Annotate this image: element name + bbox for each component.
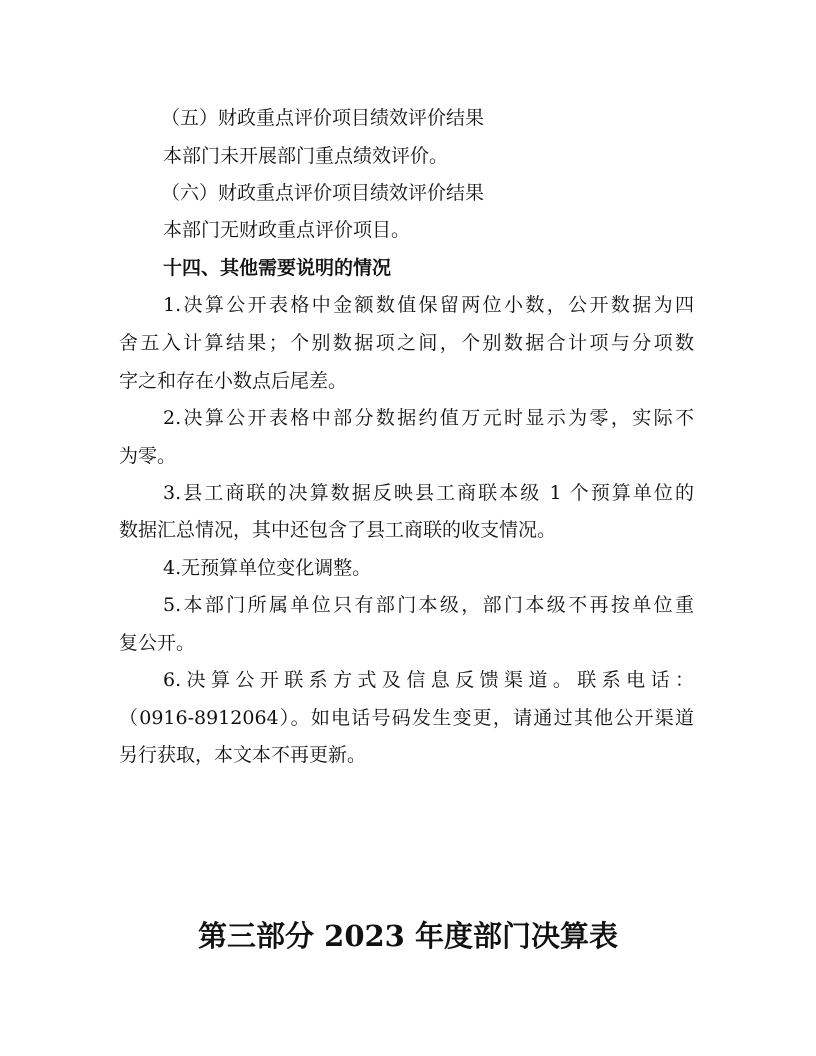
section-six-body: 本部门无财政重点评价项目。 [163, 219, 411, 241]
item-2-line-2: 为零。 [119, 445, 177, 467]
item-2-line-1: 2.决算公开表格中部分数据约值万元时显示为零，实际不 [163, 407, 694, 429]
section-six-heading: （六）财政重点评价项目绩效评价结果 [161, 182, 485, 204]
item-3-line-1: 3.县工商联的决算数据反映县工商联本级 1 个预算单位的 [163, 482, 694, 504]
item-5-line-1: 5.本部门所属单位只有部门本级，部门本级不再按单位重 [163, 594, 694, 616]
item-1-line-2: 舍五入计算结果；个别数据项之间，个别数据合计项与分项数 [119, 332, 694, 354]
section-five-heading: （五）财政重点评价项目绩效评价结果 [161, 107, 485, 129]
item-1-line-1: 1.决算公开表格中金额数值保留两位小数，公开数据为四 [163, 294, 694, 316]
item-5-line-2: 复公开。 [119, 632, 196, 654]
item-6-line-3: 另行获取，本文本不再更新。 [119, 744, 367, 766]
item-1-line-3: 字之和存在小数点后尾差。 [119, 370, 348, 392]
item-6-line-1: 6.决算公开联系方式及信息反馈渠道。联系电话： [163, 669, 694, 691]
item-3-line-2: 数据汇总情况，其中还包含了县工商联的收支情况。 [119, 519, 557, 541]
item-4-line-1: 4.无预算单位变化调整。 [163, 557, 372, 579]
section-five-body: 本部门未开展部门重点绩效评价。 [163, 145, 449, 167]
item-6-line-2: （0916-8912064）。如电话号码发生变更，请通过其他公开渠道 [119, 707, 694, 729]
part-three-title: 第三部分 2023 年度部门决算表 [198, 919, 618, 953]
section-fourteen-heading: 十四、其他需要说明的情况 [163, 257, 392, 279]
